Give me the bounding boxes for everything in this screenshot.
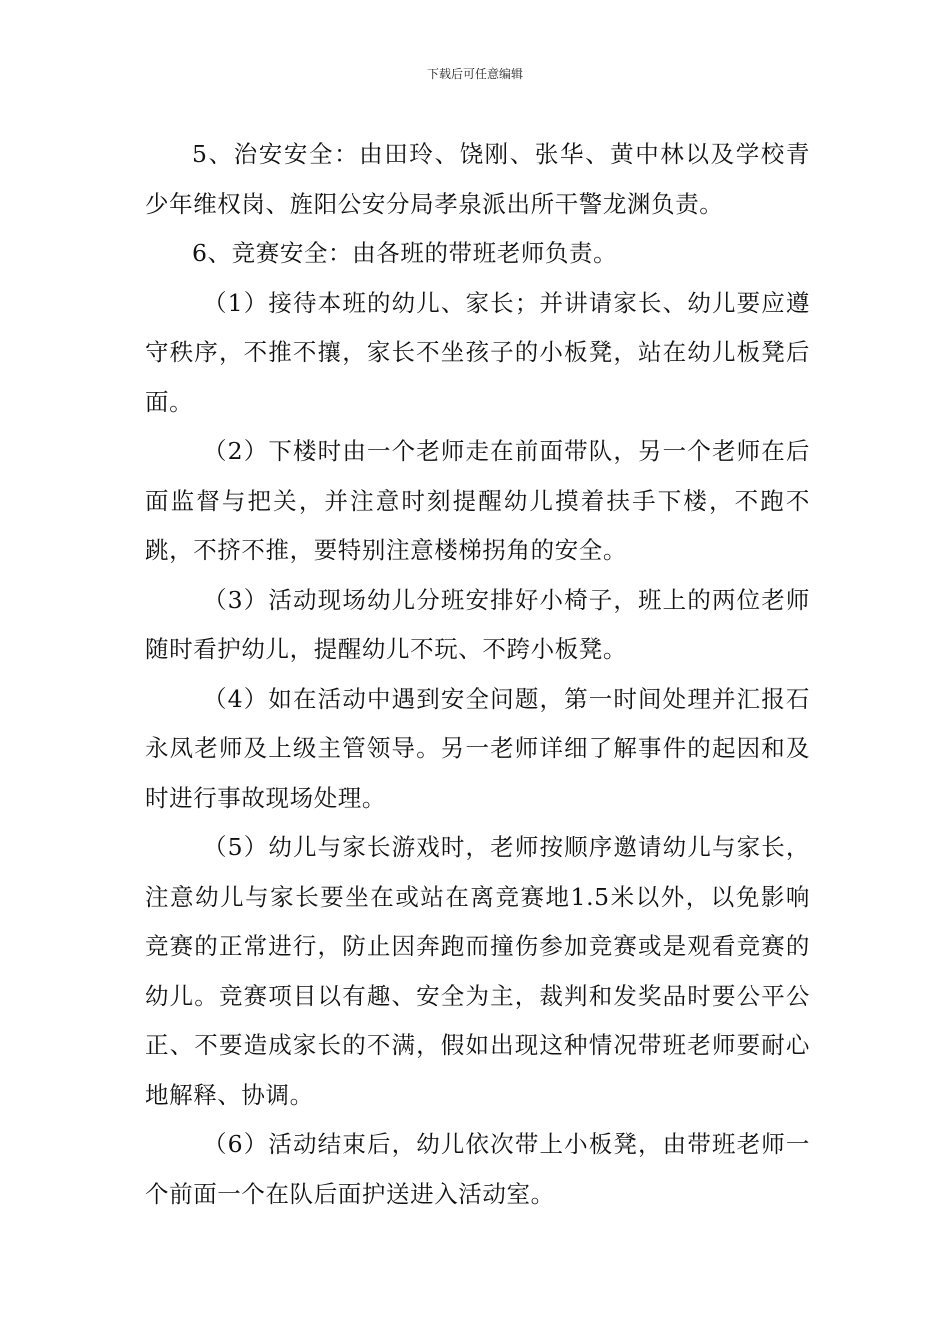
paragraph-item-5: （5）幼儿与家长游戏时，老师按顺序邀请幼儿与家长，注意幼儿与家长要坐在或站在离竞赛地1.5米以外，以免影响竞赛的正常进行，防止因奔跑而撞伤参加竞赛或是观看竞赛的幼儿。竞赛项目以有趣、安全为主，裁判和发奖品时要公平公正、不要造成家长的不满，假如出现这种情况带班老师要耐心地解释、协调。 bbox=[145, 833, 810, 1109]
page-header: 下载后可任意编辑 bbox=[426, 67, 523, 81]
paragraph-item-1: （1）接待本班的幼儿、家长；并讲请家长、幼儿要应遵守秩序，不推不攘，家长不坐孩子的小板凳，站在幼儿板凳后面。 bbox=[145, 288, 810, 416]
paragraph-item-3: （3）活动现场幼儿分班安排好小椅子，班上的两位老师随时看护幼儿，提醒幼儿不玩、不跨小板凳。 bbox=[145, 585, 810, 663]
paragraph-item-4: （4）如在活动中遇到安全问题，第一时间处理并汇报石永凤老师及上级主管领导。另一老师详细了解事件的起因和及时进行事故现场处理。 bbox=[145, 684, 810, 812]
document-body bbox=[145, 130, 810, 1219]
paragraph-item-2: （2）下楼时由一个老师走在前面带队，另一个老师在后面监督与把关，并注意时刻提醒幼儿摸着扶手下楼，不跑不跳，不挤不推，要特别注意楼梯拐角的安全。 bbox=[145, 437, 810, 564]
paragraph-public-security: 5、治安安全：由田玲、饶刚、张华、黄中林以及学校青少年维权岗、旌阳公安分局孝泉派出所干警龙渊负责。 bbox=[145, 140, 810, 218]
paragraph-item-6: （6）活动结束后，幼儿依次带上小板凳，由带班老师一个前面一个在队后面护送进入活动室。 bbox=[145, 1130, 810, 1208]
paragraph-competition-safety: 6、竞赛安全：由各班的带班老师负责。 bbox=[192, 239, 618, 267]
